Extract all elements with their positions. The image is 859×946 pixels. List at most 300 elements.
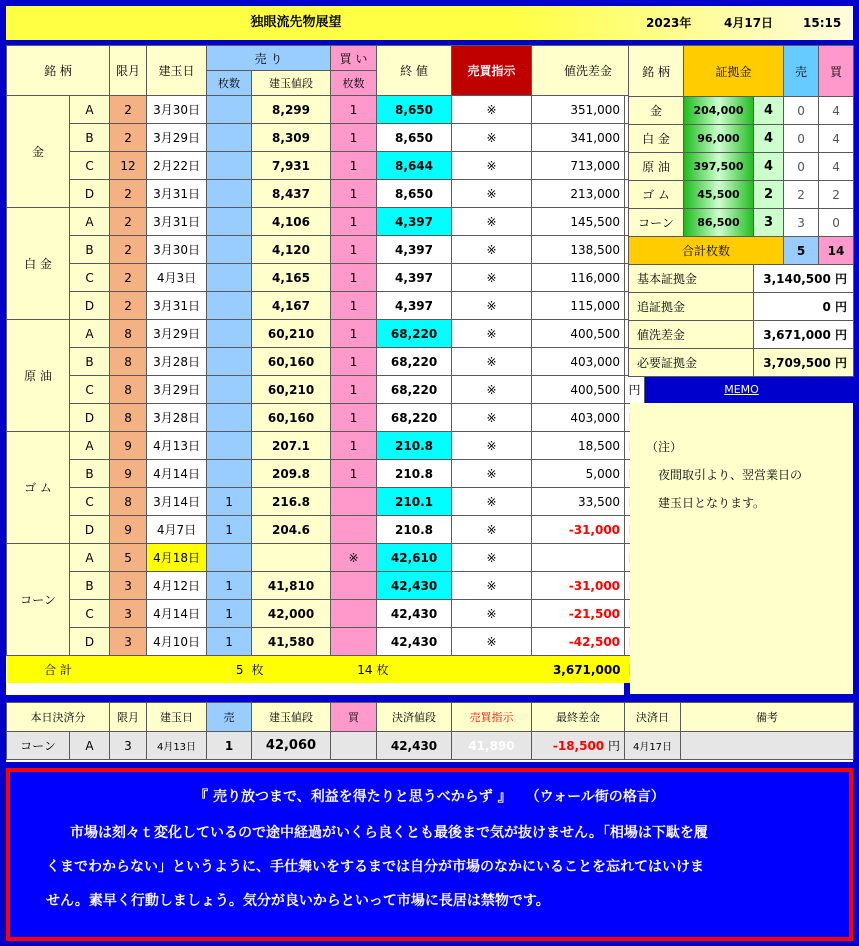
position-row	[7, 236, 645, 264]
margin-summary-row	[629, 293, 854, 321]
close-price: 4,397	[377, 264, 452, 292]
order-mark: ※	[452, 96, 532, 124]
contract-month: 8	[110, 488, 147, 516]
position-label: B	[70, 236, 110, 264]
contract-month: 9	[110, 516, 147, 544]
mark-to-market: 713,000	[532, 152, 625, 180]
position-label: C	[70, 376, 110, 404]
margin-row	[629, 181, 854, 209]
order-mark: ※	[452, 460, 532, 488]
margin-sell: 2	[784, 181, 819, 209]
open-price: 8,309	[252, 124, 331, 152]
order-mark: ※	[452, 488, 532, 516]
totals-buy: 14	[331, 656, 377, 684]
open-price: 4,167	[252, 292, 331, 320]
open-date: 4月10日	[147, 628, 207, 656]
col-owarine: 終 値	[377, 46, 452, 96]
margin-buy: 4	[819, 153, 854, 181]
open-price: 41,810	[252, 572, 331, 600]
header-time: 15:15	[803, 16, 842, 30]
rp-col-margin: 証拠金	[684, 46, 784, 97]
buy-count	[331, 488, 377, 516]
open-price: 8,437	[252, 180, 331, 208]
position-label: C	[70, 600, 110, 628]
margin-row	[629, 97, 854, 125]
commodity-name: ゴ ム	[7, 432, 70, 544]
col-tatene: 建玉値段	[252, 71, 331, 96]
margin-lots: 2	[754, 181, 784, 209]
settle-col-name: 本日決済分	[7, 703, 110, 732]
page-title: 独眼流先物展望	[250, 15, 342, 30]
buy-count: 1	[331, 404, 377, 432]
position-row	[7, 376, 645, 404]
summary-label: 追証拠金	[629, 293, 754, 321]
sell-count	[207, 292, 252, 320]
margin-buy: 0	[819, 209, 854, 237]
open-price: 204.6	[252, 516, 331, 544]
open-date: 3月14日	[147, 488, 207, 516]
mark-to-market: 33,500	[532, 488, 625, 516]
open-price	[252, 544, 331, 572]
buy-count: ※	[331, 544, 377, 572]
settle-col-sell: 売	[207, 703, 252, 732]
buy-count	[331, 572, 377, 600]
buy-count	[331, 516, 377, 544]
position-row	[7, 404, 645, 432]
order-mark: ※	[452, 348, 532, 376]
margin-amount: 86,500	[684, 209, 754, 237]
contract-month: 8	[110, 404, 147, 432]
sell-count	[207, 460, 252, 488]
open-date: 2月22日	[147, 152, 207, 180]
totals-buy-unit: 枚	[377, 656, 452, 684]
order-mark: ※	[452, 600, 532, 628]
position-row	[7, 208, 645, 236]
yen-unit: 円	[625, 376, 645, 404]
buy-count: 1	[331, 236, 377, 264]
sell-count	[207, 180, 252, 208]
margin-sell: 3	[784, 209, 819, 237]
total-lots-label: 合計枚数	[629, 237, 784, 265]
settle-settle-date: 4月17日	[625, 732, 681, 760]
commodity-name: 白 金	[7, 208, 70, 320]
close-price: 4,397	[377, 292, 452, 320]
margin-row	[629, 209, 854, 237]
positions-table	[6, 45, 645, 683]
header-date: 4月17日	[724, 16, 774, 30]
close-price: 8,644	[377, 152, 452, 180]
mark-to-market: 116,000	[532, 264, 625, 292]
sell-count	[207, 348, 252, 376]
settle-wrap	[6, 702, 853, 762]
open-date: 4月3日	[147, 264, 207, 292]
summary-label: 基本証拠金	[629, 265, 754, 293]
mark-to-market: 115,000	[532, 292, 625, 320]
margin-lots: 4	[754, 125, 784, 153]
margin-buy: 4	[819, 97, 854, 125]
order-mark: ※	[452, 432, 532, 460]
quote-title: 『 売り放つまで、利益を得たりと思うべからず 』 （ウォール街の格言）	[194, 789, 665, 805]
close-price: 68,220	[377, 404, 452, 432]
open-price: 60,210	[252, 376, 331, 404]
col-diff: 値洗差金	[532, 46, 645, 96]
summary-yen: 円	[835, 272, 848, 286]
sell-count: 1	[207, 572, 252, 600]
settle-table	[6, 702, 854, 760]
position-label: C	[70, 264, 110, 292]
margin-buy: 4	[819, 125, 854, 153]
open-date: 3月31日	[147, 292, 207, 320]
contract-month: 2	[110, 236, 147, 264]
mark-to-market: 341,000	[532, 124, 625, 152]
margin-commodity: 金	[629, 97, 684, 125]
summary-value: 3,709,500	[763, 356, 831, 370]
position-row	[7, 348, 645, 376]
settle-col-settle-price: 決済値段	[377, 703, 452, 732]
sell-count	[207, 208, 252, 236]
mark-to-market: 213,000	[532, 180, 625, 208]
col-buy-count: 枚数	[331, 71, 377, 96]
open-price: 4,106	[252, 208, 331, 236]
margin-buy: 2	[819, 181, 854, 209]
memo-line: 夜間取引より、翌営業日の	[646, 468, 803, 482]
order-mark: ※	[452, 544, 532, 572]
open-date: 4月12日	[147, 572, 207, 600]
position-row	[7, 516, 645, 544]
position-row	[7, 124, 645, 152]
position-row	[7, 572, 645, 600]
settle-col-buy: 買	[331, 703, 377, 732]
position-label: C	[70, 488, 110, 516]
margin-lots: 4	[754, 97, 784, 125]
settle-col-settle-date: 決済日	[625, 703, 681, 732]
buy-count: 1	[331, 320, 377, 348]
margin-summary-row	[629, 265, 854, 293]
settle-gen: 3	[110, 732, 147, 760]
total-lots-buy: 14	[819, 237, 854, 265]
contract-month: 2	[110, 208, 147, 236]
position-label: A	[70, 96, 110, 124]
position-label: D	[70, 516, 110, 544]
totals-row	[7, 656, 645, 684]
order-mark: ※	[452, 180, 532, 208]
close-price: 42,430	[377, 628, 452, 656]
close-price: 4,397	[377, 236, 452, 264]
settle-col-order: 売買指示	[452, 703, 532, 732]
open-price: 8,299	[252, 96, 331, 124]
order-mark: ※	[452, 236, 532, 264]
open-date: 3月31日	[147, 180, 207, 208]
close-price: 210.8	[377, 516, 452, 544]
buy-count: 1	[331, 292, 377, 320]
sell-count	[207, 544, 252, 572]
mark-to-market: 403,000	[532, 404, 625, 432]
quote-body	[10, 808, 849, 918]
margin-lots: 3	[754, 209, 784, 237]
margin-lots: 4	[754, 153, 784, 181]
position-row	[7, 292, 645, 320]
sell-count: 1	[207, 600, 252, 628]
open-date: 3月30日	[147, 236, 207, 264]
settle-order: 41,890	[452, 732, 532, 760]
position-label: B	[70, 124, 110, 152]
buy-count: 1	[331, 180, 377, 208]
margin-panel	[628, 45, 853, 377]
mark-to-market: 5,000	[532, 460, 625, 488]
open-price: 60,160	[252, 348, 331, 376]
position-label: B	[70, 348, 110, 376]
sell-count: 1	[207, 516, 252, 544]
col-tategyokubi: 建玉日	[147, 46, 207, 96]
settle-sell: 1	[207, 732, 252, 760]
mark-to-market: -42,500	[532, 628, 625, 656]
settle-col-date: 建玉日	[147, 703, 207, 732]
contract-month: 2	[110, 264, 147, 292]
contract-month: 5	[110, 544, 147, 572]
close-price: 68,220	[377, 320, 452, 348]
buy-count: 1	[331, 152, 377, 180]
mark-to-market: 400,500	[532, 320, 625, 348]
position-row	[7, 152, 645, 180]
settle-buy	[331, 732, 377, 760]
position-row	[7, 544, 645, 572]
contract-month: 9	[110, 432, 147, 460]
totals-sell-unit: 枚	[252, 656, 331, 684]
rp-col-buy: 買	[819, 46, 854, 97]
margin-commodity: 白 金	[629, 125, 684, 153]
summary-value: 3,671,000	[763, 328, 831, 342]
position-row	[7, 628, 645, 656]
open-date: 4月7日	[147, 516, 207, 544]
order-mark: ※	[452, 152, 532, 180]
order-mark: ※	[452, 320, 532, 348]
position-row	[7, 432, 645, 460]
close-price: 4,397	[377, 208, 452, 236]
quote-box	[10, 772, 849, 937]
totals-sell: 5	[110, 656, 252, 684]
close-price: 8,650	[377, 124, 452, 152]
settle-note	[681, 732, 854, 760]
buy-count: 1	[331, 460, 377, 488]
memo-line: （注）	[646, 440, 683, 454]
totals-label: 合 計	[7, 656, 110, 684]
mark-to-market: 138,500	[532, 236, 625, 264]
margin-sell: 0	[784, 125, 819, 153]
sell-count	[207, 264, 252, 292]
open-price: 42,000	[252, 600, 331, 628]
summary-value: 0	[822, 300, 831, 314]
mark-to-market: 18,500	[532, 432, 625, 460]
order-mark: ※	[452, 292, 532, 320]
quote-line: くまでわからない」というように、手仕舞いをするまでは自分が市場のなかにいることを忘れてはいけま	[46, 859, 704, 875]
contract-month: 8	[110, 348, 147, 376]
open-price: 209.8	[252, 460, 331, 488]
contract-month: 12	[110, 152, 147, 180]
open-date: 3月31日	[147, 208, 207, 236]
open-price: 216.8	[252, 488, 331, 516]
sell-count: 1	[207, 628, 252, 656]
position-label: B	[70, 460, 110, 488]
open-date: 3月29日	[147, 124, 207, 152]
mark-to-market: 400,500	[532, 376, 625, 404]
memo-text	[630, 403, 853, 517]
margin-summary-row	[629, 321, 854, 349]
open-price: 60,160	[252, 404, 331, 432]
order-mark: ※	[452, 628, 532, 656]
order-mark: ※	[452, 264, 532, 292]
margin-total-row	[629, 237, 854, 265]
mark-to-market	[532, 544, 625, 572]
buy-count: 1	[331, 432, 377, 460]
buy-count: 1	[331, 124, 377, 152]
margin-commodity: コーン	[629, 209, 684, 237]
sell-count: 1	[207, 488, 252, 516]
position-label: A	[70, 208, 110, 236]
position-row	[7, 460, 645, 488]
open-date: 3月28日	[147, 404, 207, 432]
margin-commodity: ゴ ム	[629, 181, 684, 209]
buy-count: 1	[331, 376, 377, 404]
open-date: 4月18日	[147, 544, 207, 572]
close-price: 8,650	[377, 180, 452, 208]
contract-month: 2	[110, 180, 147, 208]
order-mark: ※	[452, 404, 532, 432]
margin-summary-row	[629, 349, 854, 377]
order-mark: ※	[452, 376, 532, 404]
sell-count	[207, 236, 252, 264]
mark-to-market: 403,000	[532, 348, 625, 376]
sell-count	[207, 96, 252, 124]
sell-count	[207, 124, 252, 152]
memo-box	[630, 403, 853, 694]
mark-to-market: 351,000	[532, 96, 625, 124]
close-price: 210.1	[377, 488, 452, 516]
settle-price: 42,060	[252, 732, 331, 760]
position-row	[7, 320, 645, 348]
order-mark: ※	[452, 124, 532, 152]
sell-count	[207, 404, 252, 432]
buy-count	[331, 628, 377, 656]
header-bar	[6, 6, 853, 40]
close-price: 68,220	[377, 348, 452, 376]
position-label: A	[70, 544, 110, 572]
header-year: 2023年	[646, 16, 692, 30]
contract-month: 2	[110, 292, 147, 320]
position-label: C	[70, 152, 110, 180]
rp-col-sell: 売	[784, 46, 819, 97]
total-lots-sell: 5	[784, 237, 819, 265]
order-mark: ※	[452, 516, 532, 544]
contract-month: 3	[110, 572, 147, 600]
memo-line: 建玉日となります。	[646, 496, 766, 510]
close-price: 42,430	[377, 600, 452, 628]
margin-sell: 0	[784, 153, 819, 181]
open-date: 3月29日	[147, 376, 207, 404]
position-row	[7, 96, 645, 124]
summary-label: 必要証拠金	[629, 349, 754, 377]
order-mark: ※	[452, 208, 532, 236]
settle-date: 4月13日	[147, 732, 207, 760]
position-label: A	[70, 320, 110, 348]
col-uri: 売 り	[207, 46, 331, 71]
contract-month: 8	[110, 320, 147, 348]
buy-count	[331, 600, 377, 628]
position-label: D	[70, 292, 110, 320]
open-price: 60,210	[252, 320, 331, 348]
col-order: 売買指示	[452, 46, 532, 96]
position-label: D	[70, 404, 110, 432]
margin-amount: 45,500	[684, 181, 754, 209]
contract-month: 8	[110, 376, 147, 404]
close-price: 42,610	[377, 544, 452, 572]
buy-count: 1	[331, 264, 377, 292]
totals-diff: 3,671,000	[532, 656, 625, 684]
rp-col-meigara: 銘 柄	[629, 46, 684, 97]
open-date: 3月29日	[147, 320, 207, 348]
order-mark: ※	[452, 572, 532, 600]
open-price: 4,120	[252, 236, 331, 264]
buy-count: 1	[331, 348, 377, 376]
commodity-name: 原 油	[7, 320, 70, 432]
quote-line: 市場は刻々ｔ変化しているので途中経過がいくら良くとも最後まで気が抜けません。「相場は下駄を履	[70, 825, 708, 841]
col-gengetsu: 限月	[110, 46, 147, 96]
open-date: 3月28日	[147, 348, 207, 376]
contract-month: 2	[110, 124, 147, 152]
close-price: 68,220	[377, 376, 452, 404]
commodity-name: 金	[7, 96, 70, 208]
margin-amount: 397,500	[684, 153, 754, 181]
position-row	[7, 488, 645, 516]
col-kai: 買 い	[331, 46, 377, 71]
contract-month: 3	[110, 628, 147, 656]
open-date: 4月14日	[147, 600, 207, 628]
sell-count	[207, 320, 252, 348]
margin-row	[629, 125, 854, 153]
summary-yen: 円	[835, 356, 848, 370]
settle-col-final: 最終差金	[532, 703, 625, 732]
margin-amount: 96,000	[684, 125, 754, 153]
open-date: 3月30日	[147, 96, 207, 124]
settle-final: -18,500	[552, 739, 605, 753]
close-price: 210.8	[377, 460, 452, 488]
sell-count	[207, 152, 252, 180]
position-row	[7, 264, 645, 292]
margin-sell: 0	[784, 97, 819, 125]
settle-col-note: 備考	[681, 703, 854, 732]
summary-value: 3,140,500	[763, 272, 831, 286]
positions-table-wrap	[6, 45, 641, 695]
summary-label: 値洗差金	[629, 321, 754, 349]
open-date: 4月13日	[147, 432, 207, 460]
open-date: 4月14日	[147, 460, 207, 488]
position-row	[7, 600, 645, 628]
margin-row	[629, 153, 854, 181]
summary-yen: 円	[835, 328, 848, 342]
mark-to-market: -21,500	[532, 600, 625, 628]
close-price: 42,430	[377, 572, 452, 600]
col-meigara: 銘 柄	[7, 46, 110, 96]
position-label: A	[70, 432, 110, 460]
close-price: 8,650	[377, 96, 452, 124]
sell-count	[207, 432, 252, 460]
margin-table	[628, 45, 854, 377]
settle-name: コーン	[7, 732, 70, 760]
memo-link[interactable]: MEMO	[724, 383, 759, 396]
col-sell-count: 枚数	[207, 71, 252, 96]
margin-commodity: 原 油	[629, 153, 684, 181]
commodity-name: コーン	[7, 544, 70, 656]
settle-col-gen: 限月	[110, 703, 147, 732]
